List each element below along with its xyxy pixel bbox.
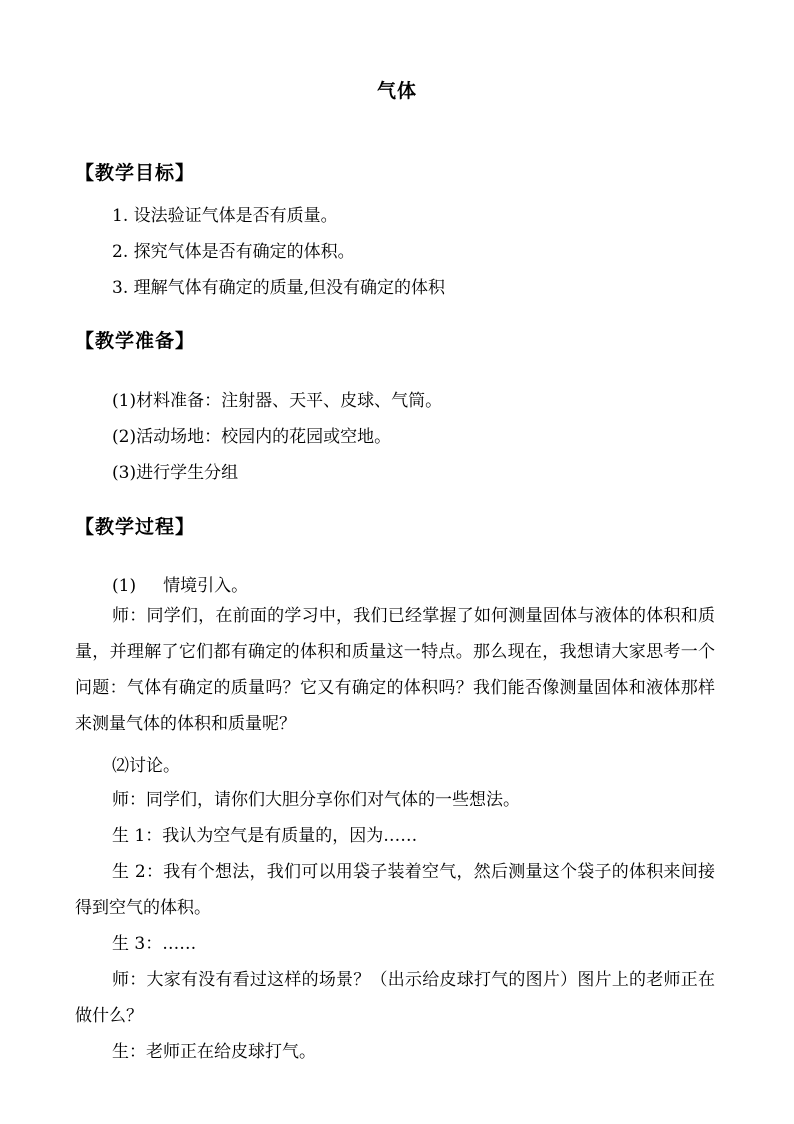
student-1-paragraph: 生 1：我认为空气是有质量的，因为…… xyxy=(112,826,418,846)
objective-item-2: 2. 探究气体是否有确定的体积。 xyxy=(112,242,355,262)
objective-item-1: 1. 设法验证气体是否有质量。 xyxy=(112,206,338,226)
objective-item-3: 3. 理解气体有确定的质量,但没有确定的体积 xyxy=(112,278,446,298)
teacher-prompt-paragraph: 师：同学们，请你们大胆分享你们对气体的一些想法。 xyxy=(112,790,520,810)
student-2-paragraph: 生 2：我有个想法，我们可以用袋子装着空气，然后测量这个袋子的体积来间接得到空气的体积。 xyxy=(75,862,715,918)
page-title: 气体 xyxy=(376,80,417,102)
preparation-heading: 【教学准备】 xyxy=(75,330,196,352)
teacher-intro-paragraph: 师：同学们，在前面的学习中，我们已经掌握了如何测量固体与液体的体积和质量，并理解了它们都有确定的体积和质量这一特点。那么现在，我想请大家思考一个问题：气体有确定的质量吗？它又有确定的体积吗？我们能否像测量固体和液体那样来测量气体的体积和质量呢？ xyxy=(75,606,715,734)
student-answer-paragraph: 生：老师正在给皮球打气。 xyxy=(112,1042,316,1062)
process-heading: 【教学过程】 xyxy=(75,516,196,538)
student-3-paragraph: 生 3：…… xyxy=(112,934,197,954)
teacher-question-paragraph: 师：大家有没有看过这样的场景？（出示给皮球打气的图片）图片上的老师正在做什么？ xyxy=(75,970,715,1026)
preparation-item-3: (3)进行学生分组 xyxy=(112,463,239,483)
preparation-item-1: (1)材料准备：注射器、天平、皮球、气筒。 xyxy=(112,391,443,411)
process-step-2: ⑵讨论。 xyxy=(112,756,180,776)
objectives-heading: 【教学目标】 xyxy=(75,162,196,184)
process-step-1: (1) 情境引入。 xyxy=(112,576,249,596)
preparation-item-2: (2)活动场地：校园内的花园或空地。 xyxy=(112,427,392,447)
